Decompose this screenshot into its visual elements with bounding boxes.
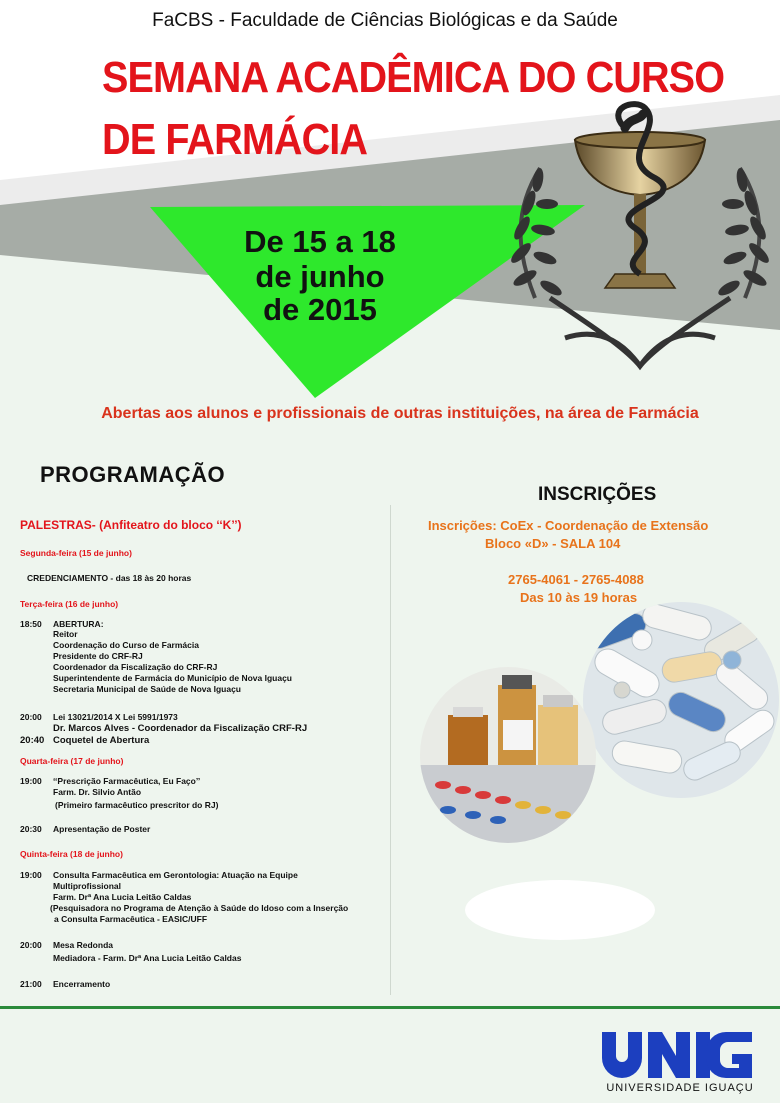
consulta-note xyxy=(50,903,348,925)
credenciamento-text: CREDENCIAMENTO - das 18 às 20 horas xyxy=(27,573,192,583)
abertura-list xyxy=(53,629,292,695)
lei-speaker: Dr. Marcos Alves - Coordenador da Fiscalização CRF-RJ xyxy=(53,723,308,734)
inscricoes-hours: Das 10 às 19 horas xyxy=(520,590,638,605)
white-oval-shape xyxy=(465,880,655,940)
list-item: Secretaria Municipal de Saúde de Nova Iguaçu xyxy=(53,684,242,694)
list-item: Coordenação do Curso de Farmácia xyxy=(53,640,199,650)
list-item: Superintendente de Farmácia do Município de Nova Iguaçu xyxy=(53,673,292,683)
medicine-bottles-photo xyxy=(418,665,598,845)
event-date-line-2: de junho xyxy=(255,259,385,294)
time-1900-b: 19:00 xyxy=(20,870,42,880)
inscricoes-line-1: Inscrições: CoEx - Coordenação de Extensão xyxy=(428,518,709,533)
mesa-mediadora: Mediadora - Farm. Drª Ana Lucia Leitão Caldas xyxy=(53,953,242,963)
list-item: Presidente do CRF-RJ xyxy=(53,651,143,661)
unig-logo xyxy=(598,1030,758,1088)
audience-note: Abertas aos alunos e profissionais de outras instituições, na área de Farmácia xyxy=(101,405,699,422)
inscricoes-heading: INSCRIÇÕES xyxy=(538,484,657,505)
consulta-speaker: Farm. Drª Ana Lucia Leitão Caldas xyxy=(53,892,192,902)
bowl-of-hygieia-icon xyxy=(505,98,775,378)
pills-photo xyxy=(582,600,780,800)
coquetel-text: Coquetel de Abertura xyxy=(53,735,150,746)
day-heading-wednesday: Quarta-feira (17 de junho) xyxy=(20,756,124,766)
bottom-green-bar xyxy=(0,1006,780,1009)
faculty-name: FaCBS - Faculdade de Ciências Biológicas e da Saúde xyxy=(152,10,618,31)
list-item: Reitor xyxy=(53,629,78,639)
day-heading-monday: Segunda-feira (15 de junho) xyxy=(20,548,132,558)
event-title-line-2: DE FARMÁCIA xyxy=(102,115,368,164)
consulta-title-1: Consulta Farmacêutica em Gerontologia: Atuação na Equipe xyxy=(53,870,298,880)
column-divider xyxy=(390,505,391,995)
prescricao-speaker: Farm. Dr. Silvio Antão xyxy=(53,787,142,797)
consulta-block xyxy=(53,870,298,903)
time-2100: 21:00 xyxy=(20,979,42,989)
abertura-label: ABERTURA: xyxy=(53,619,104,629)
list-item: Coordenador da Fiscalização do CRF-RJ xyxy=(53,662,218,672)
mesa-title: Mesa Redonda xyxy=(53,940,113,950)
event-title-line-1: SEMANA ACADÊMICA DO CURSO xyxy=(102,53,725,102)
day-heading-thursday: Quinta-feira (18 de junho) xyxy=(20,849,123,859)
palestras-heading: PALESTRAS- (Anfiteatro do bloco ‘‘K’’) xyxy=(20,518,242,532)
time-2030: 20:30 xyxy=(20,824,42,834)
consulta-title-2: Multiprofissional xyxy=(53,881,121,891)
time-2000: 20:00 xyxy=(20,712,42,722)
consulta-note-2: a Consulta Farmacêutica - EASIC/UFF xyxy=(54,914,208,924)
inscricoes-line-2: Bloco «D» - SALA 104 xyxy=(485,536,621,551)
unig-subtitle: UNIVERSIDADE IGUAÇU xyxy=(606,1082,754,1094)
consulta-note-1: (Pesquisadora no Programa de Atenção à Saúde do Idoso com a Inserção xyxy=(50,903,349,913)
programacao-heading: PROGRAMAÇÃO xyxy=(40,462,226,487)
time-1850: 18:50 xyxy=(20,619,42,629)
inscricoes-phones: 2765-4061 - 2765-4088 xyxy=(508,572,644,587)
time-1900: 19:00 xyxy=(20,776,42,786)
prescricao-title: ‘‘Prescrição Farmacêutica, Eu Faço’’ xyxy=(53,776,201,786)
lei-text: Lei 13021/2014 X Lei 5991/1973 xyxy=(53,712,178,722)
event-date-line-3: de 2015 xyxy=(263,292,377,327)
prescricao-note: (Primeiro farmacêutico prescritor do RJ) xyxy=(55,800,219,810)
time-2000-b: 20:00 xyxy=(20,940,42,950)
event-date-line-1: De 15 a 18 xyxy=(244,224,396,259)
encerramento-text: Encerramento xyxy=(53,979,111,989)
day-heading-tuesday: Terça-feira (16 de junho) xyxy=(20,599,119,609)
poster-text: Apresentação de Poster xyxy=(53,824,151,834)
time-2040: 20:40 xyxy=(20,735,45,746)
